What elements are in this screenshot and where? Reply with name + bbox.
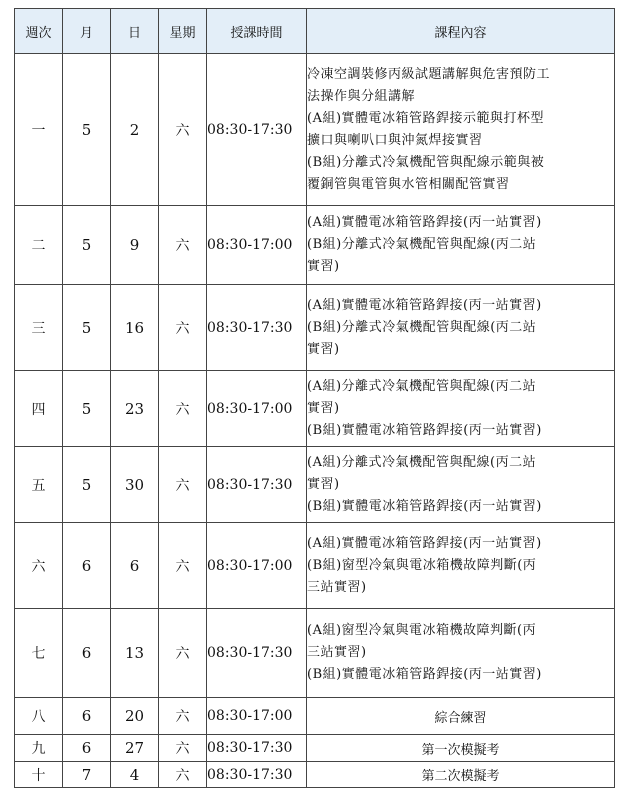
weekday-cell: 六 <box>159 54 207 206</box>
time-cell: 08:30-17:30 <box>207 54 307 206</box>
day-cell: 4 <box>111 762 159 788</box>
content-cell <box>307 206 615 285</box>
time-cell: 08:30-17:30 <box>207 447 307 523</box>
content-line: (B組)實體電冰箱管路銲接(丙一站實習) <box>307 667 542 682</box>
weekday-cell: 六 <box>159 447 207 523</box>
table-row <box>15 447 615 523</box>
month-cell: 7 <box>63 762 111 788</box>
week-cell: 五 <box>15 447 63 523</box>
content-line: (A組)實體電冰箱管路銲接(丙一站實習) <box>307 535 542 551</box>
header-month: 月 <box>63 9 111 54</box>
content-cell: 第一次模擬考 <box>307 735 615 762</box>
weekday-cell: 六 <box>159 735 207 762</box>
month-cell: 5 <box>63 54 111 206</box>
week-cell: 四 <box>15 371 63 447</box>
header-row <box>15 9 615 54</box>
month-cell: 6 <box>63 735 111 762</box>
day-cell: 23 <box>111 371 159 447</box>
day-cell: 6 <box>111 523 159 609</box>
weekday-cell: 六 <box>159 371 207 447</box>
content-line: (B組)分離式冷氣機配管與配線(丙二站 <box>307 237 537 252</box>
time-cell: 08:30-17:00 <box>207 523 307 609</box>
month-cell: 5 <box>63 371 111 447</box>
content-line: (A組)實體電冰箱管路銲接(丙一站實習) <box>307 297 542 313</box>
week-cell: 三 <box>15 285 63 371</box>
table-row <box>15 762 615 788</box>
content-line: 法操作與分組講解 <box>307 88 416 104</box>
month-cell: 6 <box>63 609 111 698</box>
table-row <box>15 371 615 447</box>
content-line: 覆銅管與電管與水管相關配管實習 <box>307 176 510 192</box>
time-cell: 08:30-17:00 <box>207 698 307 735</box>
weekday-cell: 六 <box>159 609 207 698</box>
week-cell: 一 <box>15 54 63 206</box>
weekday-cell: 六 <box>159 698 207 735</box>
content-line: 實習) <box>307 259 340 274</box>
week-cell: 九 <box>15 735 63 762</box>
content-line: 擴口與喇叭口與沖氮焊接實習 <box>307 132 483 148</box>
content-line: 冷凍空調裝修丙級試題講解與危害預防工 <box>307 66 551 82</box>
week-cell: 十 <box>15 762 63 788</box>
header-day: 日 <box>111 9 159 54</box>
content-cell: 第二次模擬考 <box>307 762 615 788</box>
header-time: 授課時間 <box>207 9 307 54</box>
content-line: 三站實習) <box>307 579 367 595</box>
time-cell: 08:30-17:30 <box>207 735 307 762</box>
content-line: (B組)分離式冷氣機配管與配線(丙二站 <box>307 319 537 335</box>
content-line: (A組)實體電冰箱管路銲接示範與打杯型 <box>307 110 545 126</box>
weekday-cell: 六 <box>159 206 207 285</box>
header-week: 週次 <box>15 9 63 54</box>
day-cell: 2 <box>111 54 159 206</box>
content-cell: 綜合練習 <box>307 698 615 735</box>
content-line: (A組)分離式冷氣機配管與配線(丙二站 <box>307 454 537 470</box>
weekday-cell: 六 <box>159 762 207 788</box>
content-line: 三站實習) <box>307 645 367 660</box>
table-row <box>15 54 615 206</box>
content-cell <box>307 54 615 206</box>
time-cell: 08:30-17:00 <box>207 371 307 447</box>
header-weekday: 星期 <box>159 9 207 54</box>
month-cell: 6 <box>63 698 111 735</box>
content-cell <box>307 285 615 371</box>
content-cell <box>307 609 615 698</box>
course-schedule-table <box>14 8 615 788</box>
month-cell: 5 <box>63 285 111 371</box>
week-cell: 八 <box>15 698 63 735</box>
header-content: 課程內容 <box>307 9 615 54</box>
content-line: (A組)窗型冷氣與電冰箱機故障判斷(丙 <box>307 623 537 638</box>
content-line: (B組)分離式冷氣機配管與配線示範與被 <box>307 154 545 170</box>
month-cell: 5 <box>63 447 111 523</box>
time-cell: 08:30-17:30 <box>207 762 307 788</box>
content-line: 實習) <box>307 341 340 357</box>
content-line: (A組)實體電冰箱管路銲接(丙一站實習) <box>307 215 542 230</box>
weekday-cell: 六 <box>159 285 207 371</box>
time-cell: 08:30-17:00 <box>207 206 307 285</box>
table-row <box>15 206 615 285</box>
day-cell: 20 <box>111 698 159 735</box>
content-cell <box>307 447 615 523</box>
content-line: (B組)窗型冷氣與電冰箱機故障判斷(丙 <box>307 557 537 573</box>
week-cell: 二 <box>15 206 63 285</box>
time-cell: 08:30-17:30 <box>207 609 307 698</box>
content-line: 實習) <box>307 476 340 492</box>
content-line: (B組)實體電冰箱管路銲接(丙一站實習) <box>307 422 542 438</box>
table-row <box>15 285 615 371</box>
week-cell: 六 <box>15 523 63 609</box>
day-cell: 30 <box>111 447 159 523</box>
table-row <box>15 609 615 698</box>
day-cell: 9 <box>111 206 159 285</box>
table-row <box>15 735 615 762</box>
day-cell: 16 <box>111 285 159 371</box>
week-cell: 七 <box>15 609 63 698</box>
month-cell: 6 <box>63 523 111 609</box>
content-cell <box>307 523 615 609</box>
day-cell: 27 <box>111 735 159 762</box>
content-line: (B組)實體電冰箱管路銲接(丙一站實習) <box>307 498 542 514</box>
content-line: 實習) <box>307 400 340 416</box>
content-cell <box>307 371 615 447</box>
weekday-cell: 六 <box>159 523 207 609</box>
time-cell: 08:30-17:30 <box>207 285 307 371</box>
table-row <box>15 523 615 609</box>
month-cell: 5 <box>63 206 111 285</box>
content-line: (A組)分離式冷氣機配管與配線(丙二站 <box>307 378 537 394</box>
day-cell: 13 <box>111 609 159 698</box>
table-row <box>15 698 615 735</box>
